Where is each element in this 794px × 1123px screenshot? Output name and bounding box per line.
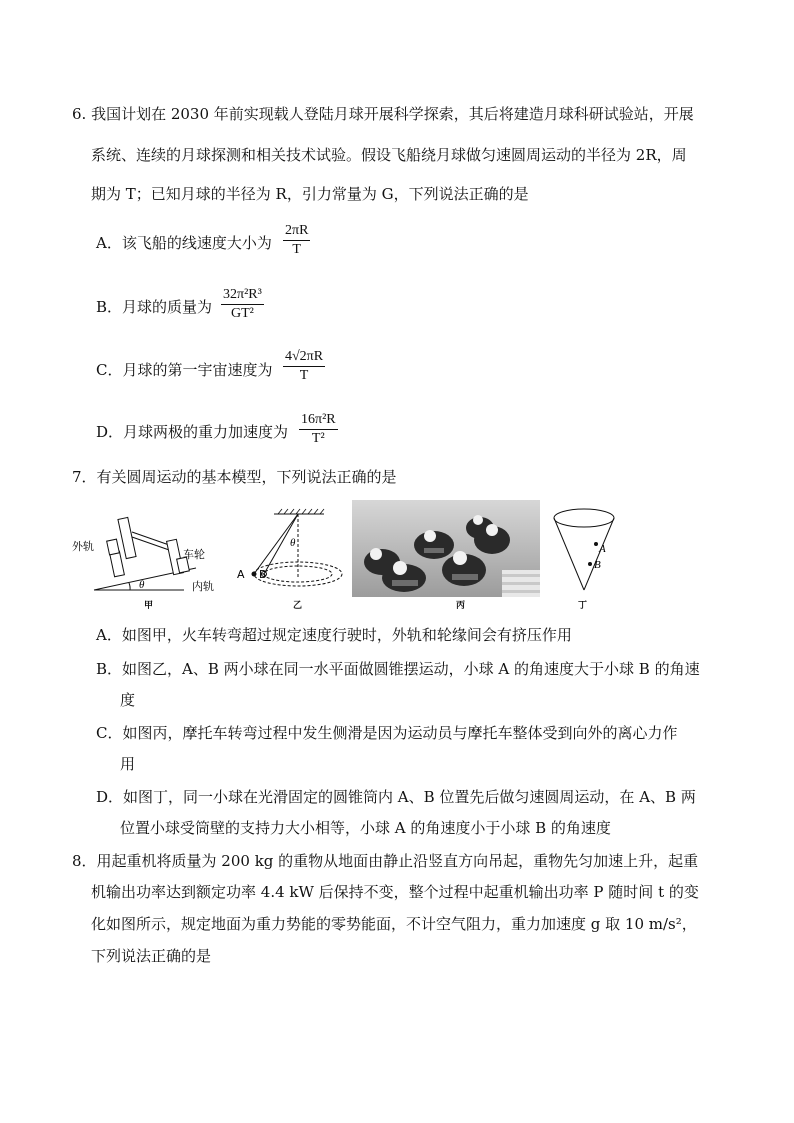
q6-stem-line-2: 系统、连续的月球探测和相关技术试验。假设飞船绕月球做匀速圆周运动的半径为 2R，周 [91, 146, 687, 164]
figure-bing-motorcycle-photo [352, 500, 540, 597]
q6-option-a-label: A．该飞船的线速度大小为 [96, 234, 272, 252]
q6-option-b-denominator: GT² [230, 306, 254, 321]
q7-option-d-line-1: D．如图丁，同一小球在光滑固定的圆锥筒内 A、B 位置先后做匀速圆周运动，在 A、B 两 [96, 788, 696, 806]
q7-option-b-line-1: B．如图乙，A、B 两小球在同一水平面做圆锥摆运动，小球 A 的角速度大于小球 B 的角速 [96, 660, 700, 678]
figure-yi-caption: 乙 [293, 601, 303, 611]
q6-option-d-label: D．月球两极的重力加速度为 [96, 423, 289, 441]
q6-option-c-label: C．月球的第一宇宙速度为 [96, 361, 273, 379]
q6-option-a [96, 232, 272, 253]
figure-ding-a-label: A [599, 543, 606, 555]
q6-option-c-fraction [283, 348, 325, 385]
q8-stem-line-2: 机输出功率达到额定功率 4.4 kW 后保持不变，整个过程中起重机输出功率 P 随时间 t 的变 [91, 883, 699, 901]
q8-stem-line-1: 8．用起重机将质量为 200 kg 的重物从地面由静止沿竖直方向吊起，重物先匀加速上升，起重 [72, 852, 699, 870]
q6-option-b-label: B．月球的质量为 [96, 298, 213, 316]
q6-option-d-fraction [299, 411, 338, 448]
q6-stem-line-1: 6. 我国计划在 2030 年前实现载人登陆月球开展科学探索，其后将建造月球科研试验站，开展 [72, 105, 694, 123]
figure-jia-inner-rail-label: 内轨 [192, 580, 214, 593]
q6-option-d [96, 421, 288, 442]
q7-option-d-line-2: 位置小球受筒壁的支持力大小相等，小球 A 的角速度小于小球 B 的角速度 [120, 819, 611, 837]
q6-option-c-denominator: T [299, 368, 309, 383]
figure-jia-angle-label: θ [139, 579, 145, 591]
figure-jia-outer-rail-label: 外轨 [72, 540, 94, 553]
figure-ding-cone [550, 506, 620, 594]
q6-option-c [96, 359, 272, 380]
figure-jia-railway-curve [72, 510, 222, 595]
q7-option-c-line-1: C．如图丙，摩托车转弯过程中发生侧滑是因为运动员与摩托车整体受到向外的离心力作 [96, 724, 678, 742]
q6-option-a-fraction [283, 222, 310, 259]
figure-ding-caption: 丁 [578, 601, 588, 611]
figure-bing-caption: 丙 [456, 601, 466, 611]
q6-option-a-denominator: T [292, 242, 301, 257]
figure-ding-b-label: B [594, 559, 601, 571]
figure-jia-caption: 甲 [144, 601, 154, 611]
q6-option-d-denominator: T² [311, 431, 325, 446]
figure-yi-ball-a-label: A [237, 568, 245, 581]
figure-yi-ball-b-label: B [259, 568, 267, 581]
q6-option-a-numerator: 2πR [283, 222, 310, 241]
figure-yi-conical-pendulum [234, 508, 352, 598]
q6-option-b-numerator: 32π²R³ [221, 286, 264, 305]
q7-option-c-line-2: 用 [120, 755, 136, 773]
q7-option-b-line-2: 度 [120, 691, 136, 709]
q7-stem: 7．有关圆周运动的基本模型，下列说法正确的是 [72, 468, 397, 486]
figure-jia-wheel-label: 车轮 [183, 548, 205, 561]
q7-option-a: A．如图甲，火车转弯超过规定速度行驶时，外轨和轮缘间会有挤压作用 [96, 626, 572, 644]
q6-stem-line-3: 期为 T；已知月球的半径为 R，引力常量为 G，下列说法正确的是 [91, 185, 529, 203]
q6-option-c-numerator: 4√2πR [283, 348, 325, 367]
q8-stem-line-3: 化如图所示，规定地面为重力势能的零势能面，不计空气阻力，重力加速度 g 取 10 m/s²， [91, 915, 697, 933]
q6-option-b [96, 296, 212, 317]
q6-option-d-numerator: 16π²R [299, 411, 338, 430]
figure-yi-angle-label: θ [290, 537, 296, 549]
q8-stem-line-4: 下列说法正确的是 [91, 947, 212, 965]
q6-option-b-fraction [221, 286, 264, 323]
